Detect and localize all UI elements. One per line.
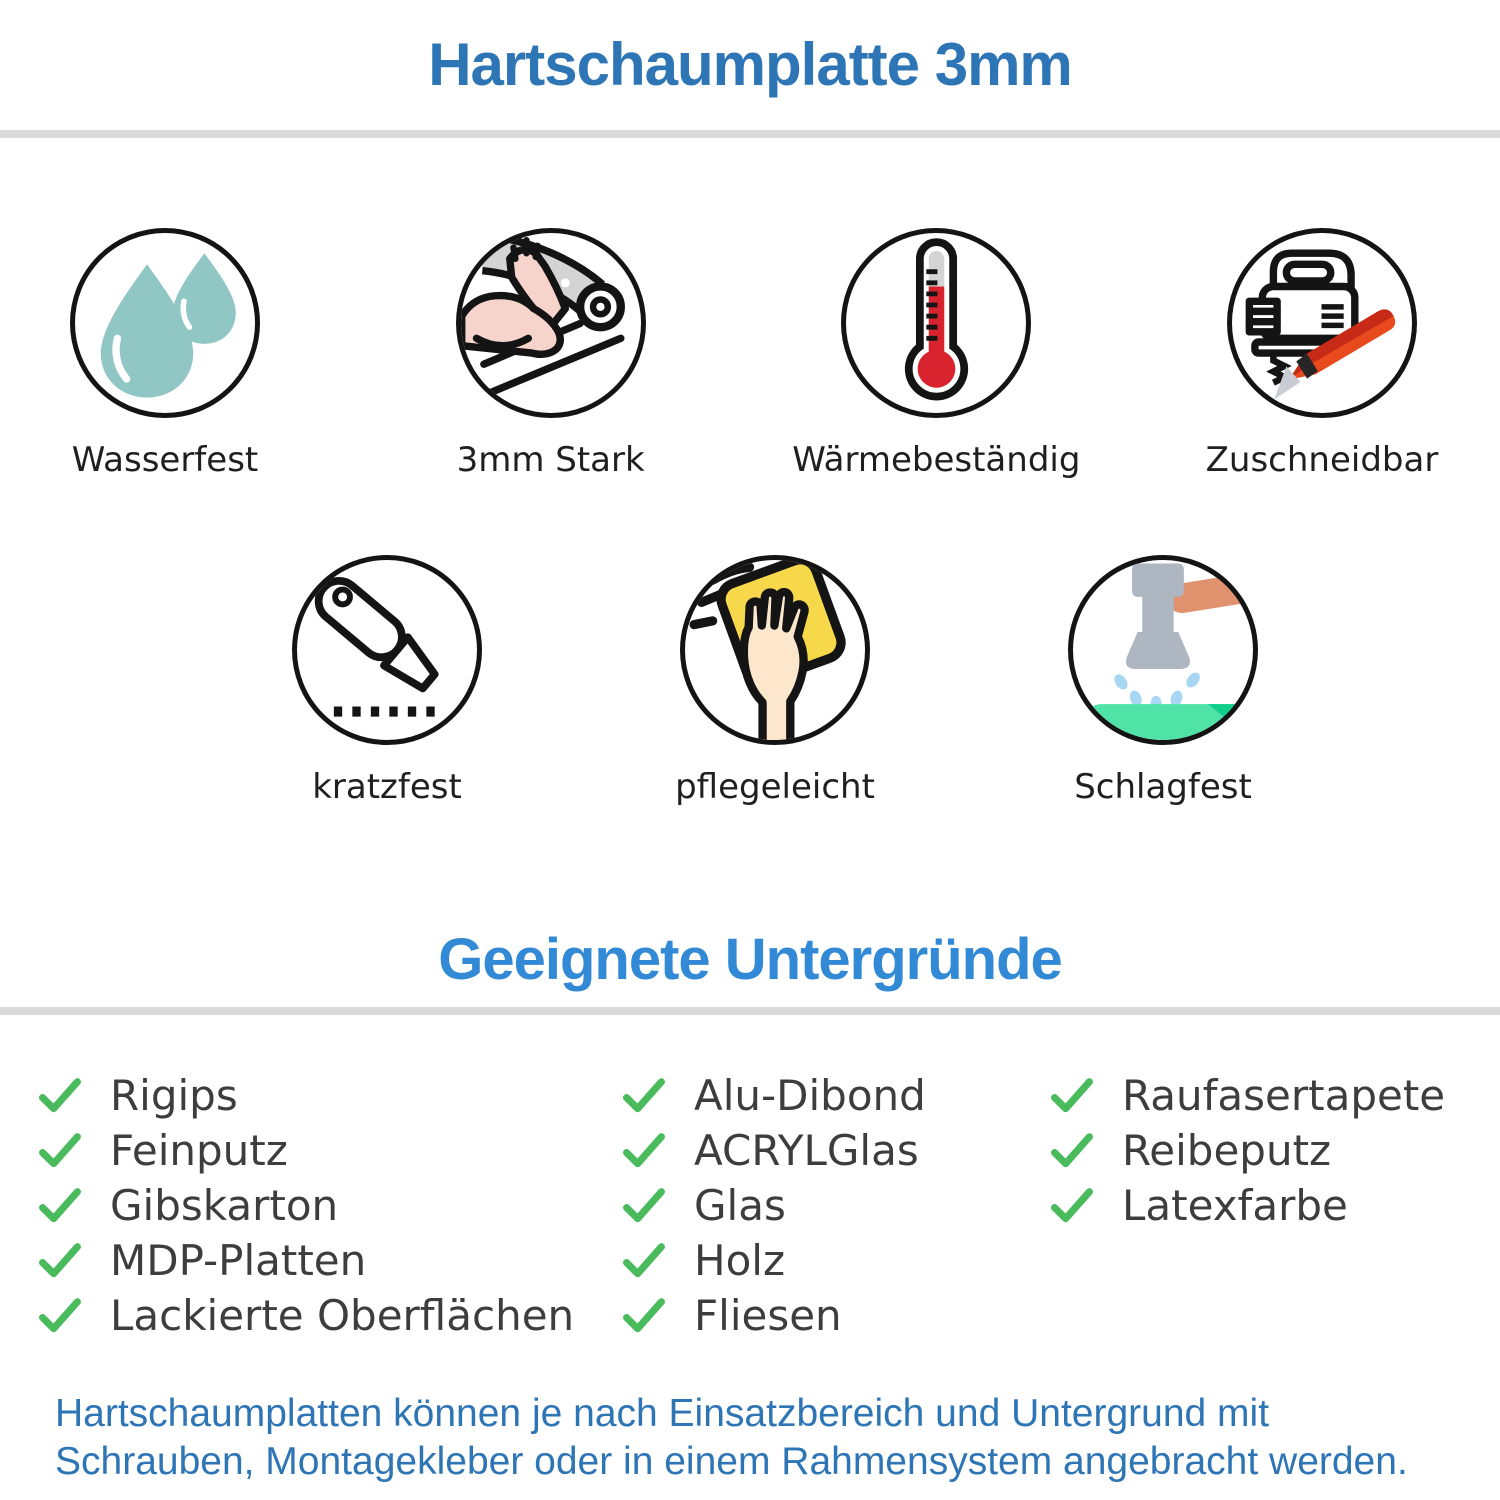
check-item	[38, 1288, 574, 1343]
muscle-arm-icon	[458, 231, 643, 416]
mounting-note	[55, 1390, 1408, 1486]
check-icon	[1050, 1132, 1094, 1170]
features-row-1	[0, 228, 1500, 480]
substrate-label: Fliesen	[694, 1291, 842, 1340]
check-icon	[38, 1297, 82, 1335]
page-title: Hartschaumplatte 3mm	[428, 31, 1072, 98]
check-item	[622, 1233, 926, 1288]
check-icon	[622, 1297, 666, 1335]
substrate-label: Latexfarbe	[1122, 1181, 1348, 1230]
feature-label: Wasserfest	[71, 440, 259, 480]
features-row-2	[0, 555, 1500, 807]
substrates-section	[0, 1068, 1500, 1378]
feature-pflegeleicht	[650, 555, 900, 807]
check-icon	[38, 1132, 82, 1170]
feature-circle	[456, 228, 646, 418]
substrate-label: Lackierte Oberflächen	[110, 1291, 575, 1340]
check-icon	[622, 1077, 666, 1115]
substrate-label: Rigips	[110, 1071, 238, 1120]
substrate-label: Gibskarton	[110, 1181, 339, 1230]
check-item	[38, 1068, 574, 1123]
feature-zuschneidbar	[1197, 228, 1447, 480]
check-icon	[38, 1187, 82, 1225]
check-icon	[622, 1242, 666, 1280]
feature-label: Wärmebeständig	[792, 440, 1081, 480]
feature-label: Zuschneidbar	[1205, 440, 1439, 480]
substrate-label: Holz	[694, 1236, 785, 1285]
feature-kratzfest	[262, 555, 512, 807]
utility-knife-icon	[295, 558, 480, 743]
check-icon	[622, 1132, 666, 1170]
check-icon	[1050, 1077, 1094, 1115]
thermometer-icon	[844, 231, 1029, 416]
feature-3mm-stark	[426, 228, 676, 480]
feature-circle	[841, 228, 1031, 418]
section-title-untergruende: Geeignete Untergründe	[438, 927, 1062, 992]
check-item	[38, 1123, 574, 1178]
feature-circle	[292, 555, 482, 745]
substrate-label: Alu-Dibond	[694, 1071, 926, 1120]
hammer-impact-icon	[1071, 558, 1256, 743]
substrates-column-1	[38, 1068, 574, 1343]
mounting-note-line1: Hartschaumplatten können je nach Einsatzbereich und Untergrund mit	[55, 1392, 1270, 1435]
cleaning-cloth-hand-icon	[683, 558, 868, 743]
substrate-label: Raufasertapete	[1122, 1071, 1446, 1120]
substrates-column-3	[1050, 1068, 1445, 1233]
feature-circle	[1068, 555, 1258, 745]
check-icon	[1050, 1187, 1094, 1225]
check-icon	[38, 1242, 82, 1280]
check-item	[1050, 1068, 1445, 1123]
feature-label: Schlagfest	[1074, 767, 1252, 807]
substrate-label: ACRYLGlas	[694, 1126, 919, 1175]
mounting-note-line2: Schrauben, Montagekleber oder in einem Rahmensystem angebracht werden.	[55, 1440, 1408, 1483]
feature-waermebestaendig	[792, 228, 1081, 480]
substrates-column-2	[622, 1068, 926, 1343]
feature-wasserfest	[40, 228, 290, 480]
feature-label: kratzfest	[312, 767, 462, 807]
check-item	[1050, 1178, 1445, 1233]
jigsaw-cutter-icon	[1229, 231, 1414, 416]
feature-circle	[70, 228, 260, 418]
water-drops-icon	[73, 231, 258, 416]
feature-circle	[680, 555, 870, 745]
feature-circle	[1227, 228, 1417, 418]
substrate-label: MDP-Platten	[110, 1236, 367, 1285]
check-item	[622, 1288, 926, 1343]
substrate-label: Reibeputz	[1122, 1126, 1332, 1175]
divider-middle	[0, 1007, 1500, 1015]
check-icon	[38, 1077, 82, 1115]
feature-schlagfest	[1038, 555, 1288, 807]
substrate-label: Glas	[694, 1181, 786, 1230]
substrate-label: Feinputz	[110, 1126, 288, 1175]
check-item	[622, 1068, 926, 1123]
check-item	[38, 1178, 574, 1233]
check-item	[622, 1178, 926, 1233]
check-item	[38, 1233, 574, 1288]
feature-label: pflegeleicht	[675, 767, 875, 807]
check-icon	[622, 1187, 666, 1225]
divider-top	[0, 130, 1500, 138]
feature-label: 3mm Stark	[456, 440, 645, 480]
check-item	[622, 1123, 926, 1178]
check-item	[1050, 1123, 1445, 1178]
